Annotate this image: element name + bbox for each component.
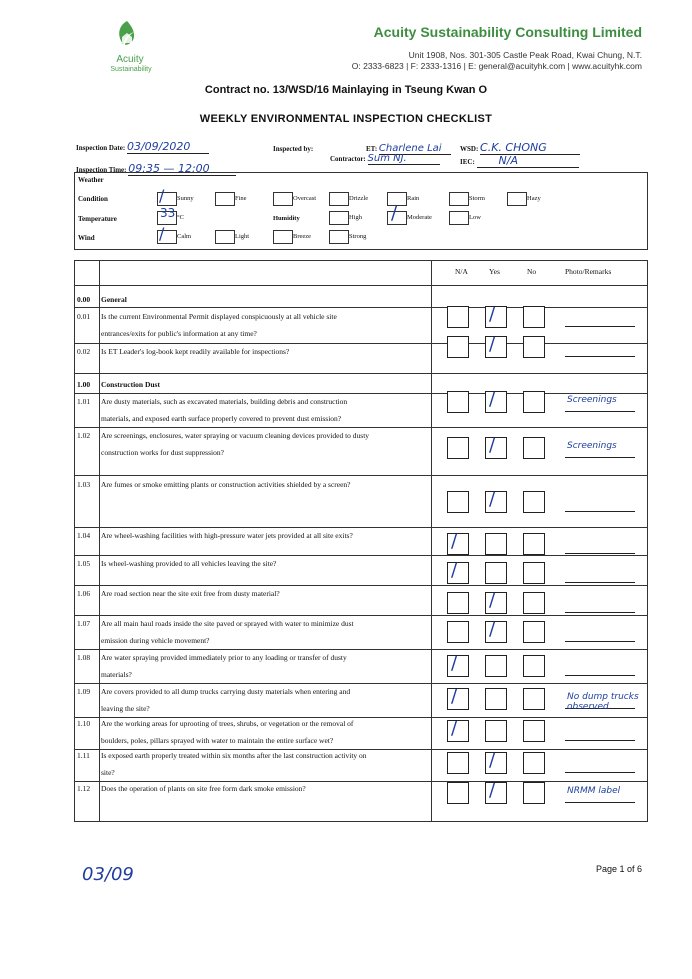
item-text-line1: Are the working areas for uprooting of trees, shrubs, or vegetation or the removal of — [101, 719, 354, 728]
check-mark: / — [489, 590, 496, 611]
answer-yes-checkbox[interactable] — [485, 720, 507, 742]
item-text-line2: materials? — [101, 670, 132, 679]
humidity-high-checkbox[interactable] — [329, 211, 349, 225]
header-yes: Yes — [489, 267, 500, 276]
item-text-line2: construction works for dust suppression? — [101, 448, 224, 457]
remark-line[interactable] — [565, 457, 635, 458]
answer-na-checkbox[interactable] — [447, 752, 469, 774]
item-text-line2: entrances/exits for public's information at any time? — [101, 329, 257, 338]
inspection-time-value: 09:35 — 12:00 — [128, 162, 236, 176]
item-number: 1.02 — [77, 431, 91, 440]
wsd-row — [460, 141, 580, 155]
header-na: N/A — [455, 267, 468, 276]
logo-name: Acuity — [116, 54, 144, 65]
answer-yes-checkbox[interactable] — [485, 533, 507, 555]
breeze-label: Breeze — [293, 233, 312, 240]
overcast-checkbox[interactable] — [273, 192, 293, 206]
item-text-line1: Is ET Leader's log-book kept readily available for inspections? — [101, 347, 290, 356]
remark-line[interactable] — [565, 802, 635, 803]
weather-section — [74, 172, 648, 250]
item-text-line2: site? — [101, 768, 115, 777]
company-block — [352, 24, 642, 71]
item-number: 1.01 — [77, 397, 91, 406]
page-number: Page 1 of 6 — [595, 864, 642, 874]
item-number: 1.10 — [77, 719, 91, 728]
item-text-line1: Are all main haul roads inside the site paved or sprayed with water to minimize dust — [101, 619, 354, 628]
item-text-line2: leaving the site? — [101, 704, 150, 713]
item-text-line1: Are covers provided to all dump trucks carrying dusty materials when entering and — [101, 687, 351, 696]
storm-label: Storm — [469, 195, 485, 202]
answer-na-checkbox[interactable] — [447, 621, 469, 643]
checklist-table — [74, 260, 648, 822]
section-number: 1.00 — [77, 380, 91, 389]
check-mark: / — [489, 750, 496, 771]
remark-text: NRMM label — [567, 786, 621, 796]
header-separator — [75, 285, 647, 286]
drizzle-checkbox[interactable] — [329, 192, 349, 206]
item-number: 1.07 — [77, 619, 91, 628]
answer-yes-checkbox[interactable] — [485, 562, 507, 584]
fine-checkbox[interactable] — [215, 192, 235, 206]
contractor-value: Sum NJ. — [368, 153, 440, 165]
temperature-label: Temperature — [78, 215, 117, 223]
item-text-line1: Is exposed earth properly treated within six months after the last construction activity on — [101, 751, 367, 760]
check-mark: / — [451, 718, 458, 739]
answer-na-checkbox[interactable] — [447, 391, 469, 413]
condition-label: Condition — [78, 195, 108, 203]
leaf-house-icon — [114, 20, 140, 46]
remark-text: Screenings — [567, 395, 617, 405]
answer-no-checkbox[interactable] — [523, 688, 545, 710]
company-logo — [100, 20, 160, 76]
check-mark: / — [489, 619, 496, 640]
answer-no-checkbox[interactable] — [523, 592, 545, 614]
remark-text: No dump trucks observed. — [567, 692, 639, 712]
hazy-checkbox[interactable] — [507, 192, 527, 206]
sunny-check-mark: / — [159, 186, 165, 205]
company-contact: O: 2333-6823 | F: 2333-1316 | E: general@acuityhk.com | www.acuityhk.com — [351, 61, 642, 71]
header-no: No — [527, 267, 537, 276]
answer-na-checkbox[interactable] — [447, 306, 469, 328]
hazy-label: Hazy — [527, 195, 541, 202]
inspection-date-row — [76, 140, 209, 154]
item-text-line1: Are road section near the site exit free from dusty material? — [101, 589, 280, 598]
item-text-line1: Is the current Environmental Permit displayed conspicuously at all vehicle site — [101, 312, 337, 321]
et-label: ET: — [366, 145, 378, 153]
item-text-line1: Are wheel-washing facilities with high-pressure water jets provided at all site exits? — [101, 531, 353, 540]
check-mark: / — [489, 780, 496, 801]
item-number: 1.06 — [77, 589, 91, 598]
humidity-moderate-label: Moderate — [407, 214, 432, 221]
answer-no-checkbox[interactable] — [523, 562, 545, 584]
remark-line[interactable] — [565, 740, 635, 741]
inspection-date-label: Inspection Date: — [76, 144, 126, 152]
section-number: 0.00 — [77, 295, 91, 304]
remark-line[interactable] — [565, 612, 635, 613]
remark-line[interactable] — [565, 553, 635, 554]
column-divider — [431, 261, 432, 821]
answer-na-checkbox[interactable] — [447, 782, 469, 804]
humidity-low-checkbox[interactable] — [449, 211, 469, 225]
section-title: Construction Dust — [101, 380, 160, 389]
overcast-label: Overcast — [293, 195, 317, 202]
check-mark: / — [489, 389, 496, 410]
answer-no-checkbox[interactable] — [523, 437, 545, 459]
answer-no-checkbox[interactable] — [523, 533, 545, 555]
breeze-checkbox[interactable] — [273, 230, 293, 244]
inspected-by-label: Inspected by: — [273, 145, 314, 153]
light-label: Light — [235, 233, 250, 240]
item-text-line1: Are screenings, enclosures, water spraying or vacuum cleaning devices provided to dusty — [101, 431, 370, 440]
item-number: 1.08 — [77, 653, 91, 662]
contract-title: Contract no. 13/WSD/16 Mainlaying in Tseung Kwan O — [204, 84, 488, 96]
inspection-time-label: Inspection Time: — [76, 166, 127, 174]
item-number: 1.11 — [77, 751, 90, 760]
item-text-line1: Are water spraying provided immediately prior to any loading or transfer of dusty — [101, 653, 347, 662]
humidity-high-label: High — [349, 214, 362, 221]
storm-checkbox[interactable] — [449, 192, 469, 206]
remark-text: Screenings — [567, 441, 617, 451]
humidity-moderate-check-mark: / — [391, 203, 398, 224]
remark-line[interactable] — [565, 511, 635, 512]
check-mark: / — [489, 304, 496, 325]
wsd-value: C.K. CHONG — [480, 141, 580, 155]
et-value: Charlene Lai — [379, 143, 451, 155]
remark-line[interactable] — [565, 582, 635, 583]
item-number: 1.04 — [77, 531, 91, 540]
strong-checkbox[interactable] — [329, 230, 349, 244]
check-mark: / — [451, 653, 458, 674]
answer-yes-checkbox[interactable] — [485, 688, 507, 710]
calm-label: Calm — [177, 233, 192, 240]
section-title: General — [101, 295, 127, 304]
answer-na-checkbox[interactable] — [447, 336, 469, 358]
check-mark: / — [451, 686, 458, 707]
drizzle-label: Drizzle — [349, 195, 369, 202]
contractor-label: Contractor: — [330, 155, 366, 163]
item-text-line2: emission during vehicle movement? — [101, 636, 210, 645]
answer-no-checkbox[interactable] — [523, 336, 545, 358]
remark-line[interactable] — [565, 675, 635, 676]
iec-label: IEC: — [460, 158, 475, 166]
temperature-value: 33 — [160, 206, 176, 220]
item-number: 0.01 — [77, 312, 91, 321]
contractor-row — [330, 153, 440, 165]
answer-na-checkbox[interactable] — [447, 437, 469, 459]
column-divider — [99, 261, 100, 821]
answer-yes-checkbox[interactable] — [485, 655, 507, 677]
header-photo-remarks: Photo/Remarks — [565, 267, 612, 276]
answer-no-checkbox[interactable] — [523, 720, 545, 742]
iec-value: N/A — [477, 154, 579, 168]
weather-label: Weather — [78, 176, 104, 184]
answer-no-checkbox[interactable] — [523, 752, 545, 774]
answer-no-checkbox[interactable] — [523, 655, 545, 677]
item-text-line1: Does the operation of plants on site free form dark smoke emission? — [101, 784, 306, 793]
handwritten-date-note: 03/09 — [82, 864, 134, 885]
answer-no-checkbox[interactable] — [523, 391, 545, 413]
item-text-line1: Are dusty materials, such as excavated materials, building debris and construction — [101, 397, 348, 406]
item-text-line2: materials, and exposed earth surface properly covered to prevent dust emission? — [101, 414, 342, 423]
company-address: Unit 1908, Nos. 301-305 Castle Peak Road, Kwai Chung, N.T. — [408, 50, 642, 60]
item-number: 1.03 — [77, 480, 91, 489]
remark-line[interactable] — [565, 326, 635, 327]
remark-line[interactable] — [565, 772, 635, 773]
inspection-date-value: 03/09/2020 — [127, 140, 209, 154]
page-title: WEEKLY ENVIRONMENTAL INSPECTION CHECKLIST — [199, 113, 493, 125]
humidity-low-label: Low — [469, 214, 481, 221]
light-checkbox[interactable] — [215, 230, 235, 244]
wind-label: Wind — [78, 234, 95, 242]
sunny-label: Sunny — [177, 195, 194, 202]
item-number: 1.12 — [77, 784, 91, 793]
answer-no-checkbox[interactable] — [523, 621, 545, 643]
strong-label: Strong — [349, 233, 367, 240]
humidity-label: Humidity — [273, 215, 300, 222]
iec-row — [460, 154, 579, 168]
item-text-line1: Are fumes or smoke emitting plants or construction activities shielded by a screen? — [101, 480, 351, 489]
item-number: 0.02 — [77, 347, 91, 356]
check-mark: / — [489, 334, 496, 355]
item-text-line1: Is wheel-washing provided to all vehicles leaving the site? — [101, 559, 277, 568]
wsd-label: WSD: — [460, 145, 479, 153]
fine-label: Fine — [235, 195, 247, 202]
answer-no-checkbox[interactable] — [523, 782, 545, 804]
answer-no-checkbox[interactable] — [523, 306, 545, 328]
company-name: Acuity Sustainability Consulting Limited — [373, 24, 642, 40]
answer-no-checkbox[interactable] — [523, 491, 545, 513]
check-mark: / — [489, 489, 496, 510]
remark-line[interactable] — [565, 356, 635, 357]
remark-line[interactable] — [565, 641, 635, 642]
item-number: 1.05 — [77, 559, 91, 568]
check-mark: / — [489, 435, 496, 456]
answer-na-checkbox[interactable] — [447, 592, 469, 614]
item-number: 1.09 — [77, 687, 91, 696]
remark-line[interactable] — [565, 411, 635, 412]
item-text-line2: boulders, poles, pillars sprayed with water to maintain the entire surface wet? — [101, 736, 334, 745]
row-separator — [75, 373, 647, 374]
check-mark: / — [451, 560, 458, 581]
answer-na-checkbox[interactable] — [447, 491, 469, 513]
calm-check-mark: / — [159, 224, 165, 243]
rain-label: Rain — [407, 195, 420, 202]
temperature-unit: °C — [177, 214, 184, 221]
logo-subtitle: Sustainability — [110, 66, 152, 73]
check-mark: / — [451, 531, 458, 552]
